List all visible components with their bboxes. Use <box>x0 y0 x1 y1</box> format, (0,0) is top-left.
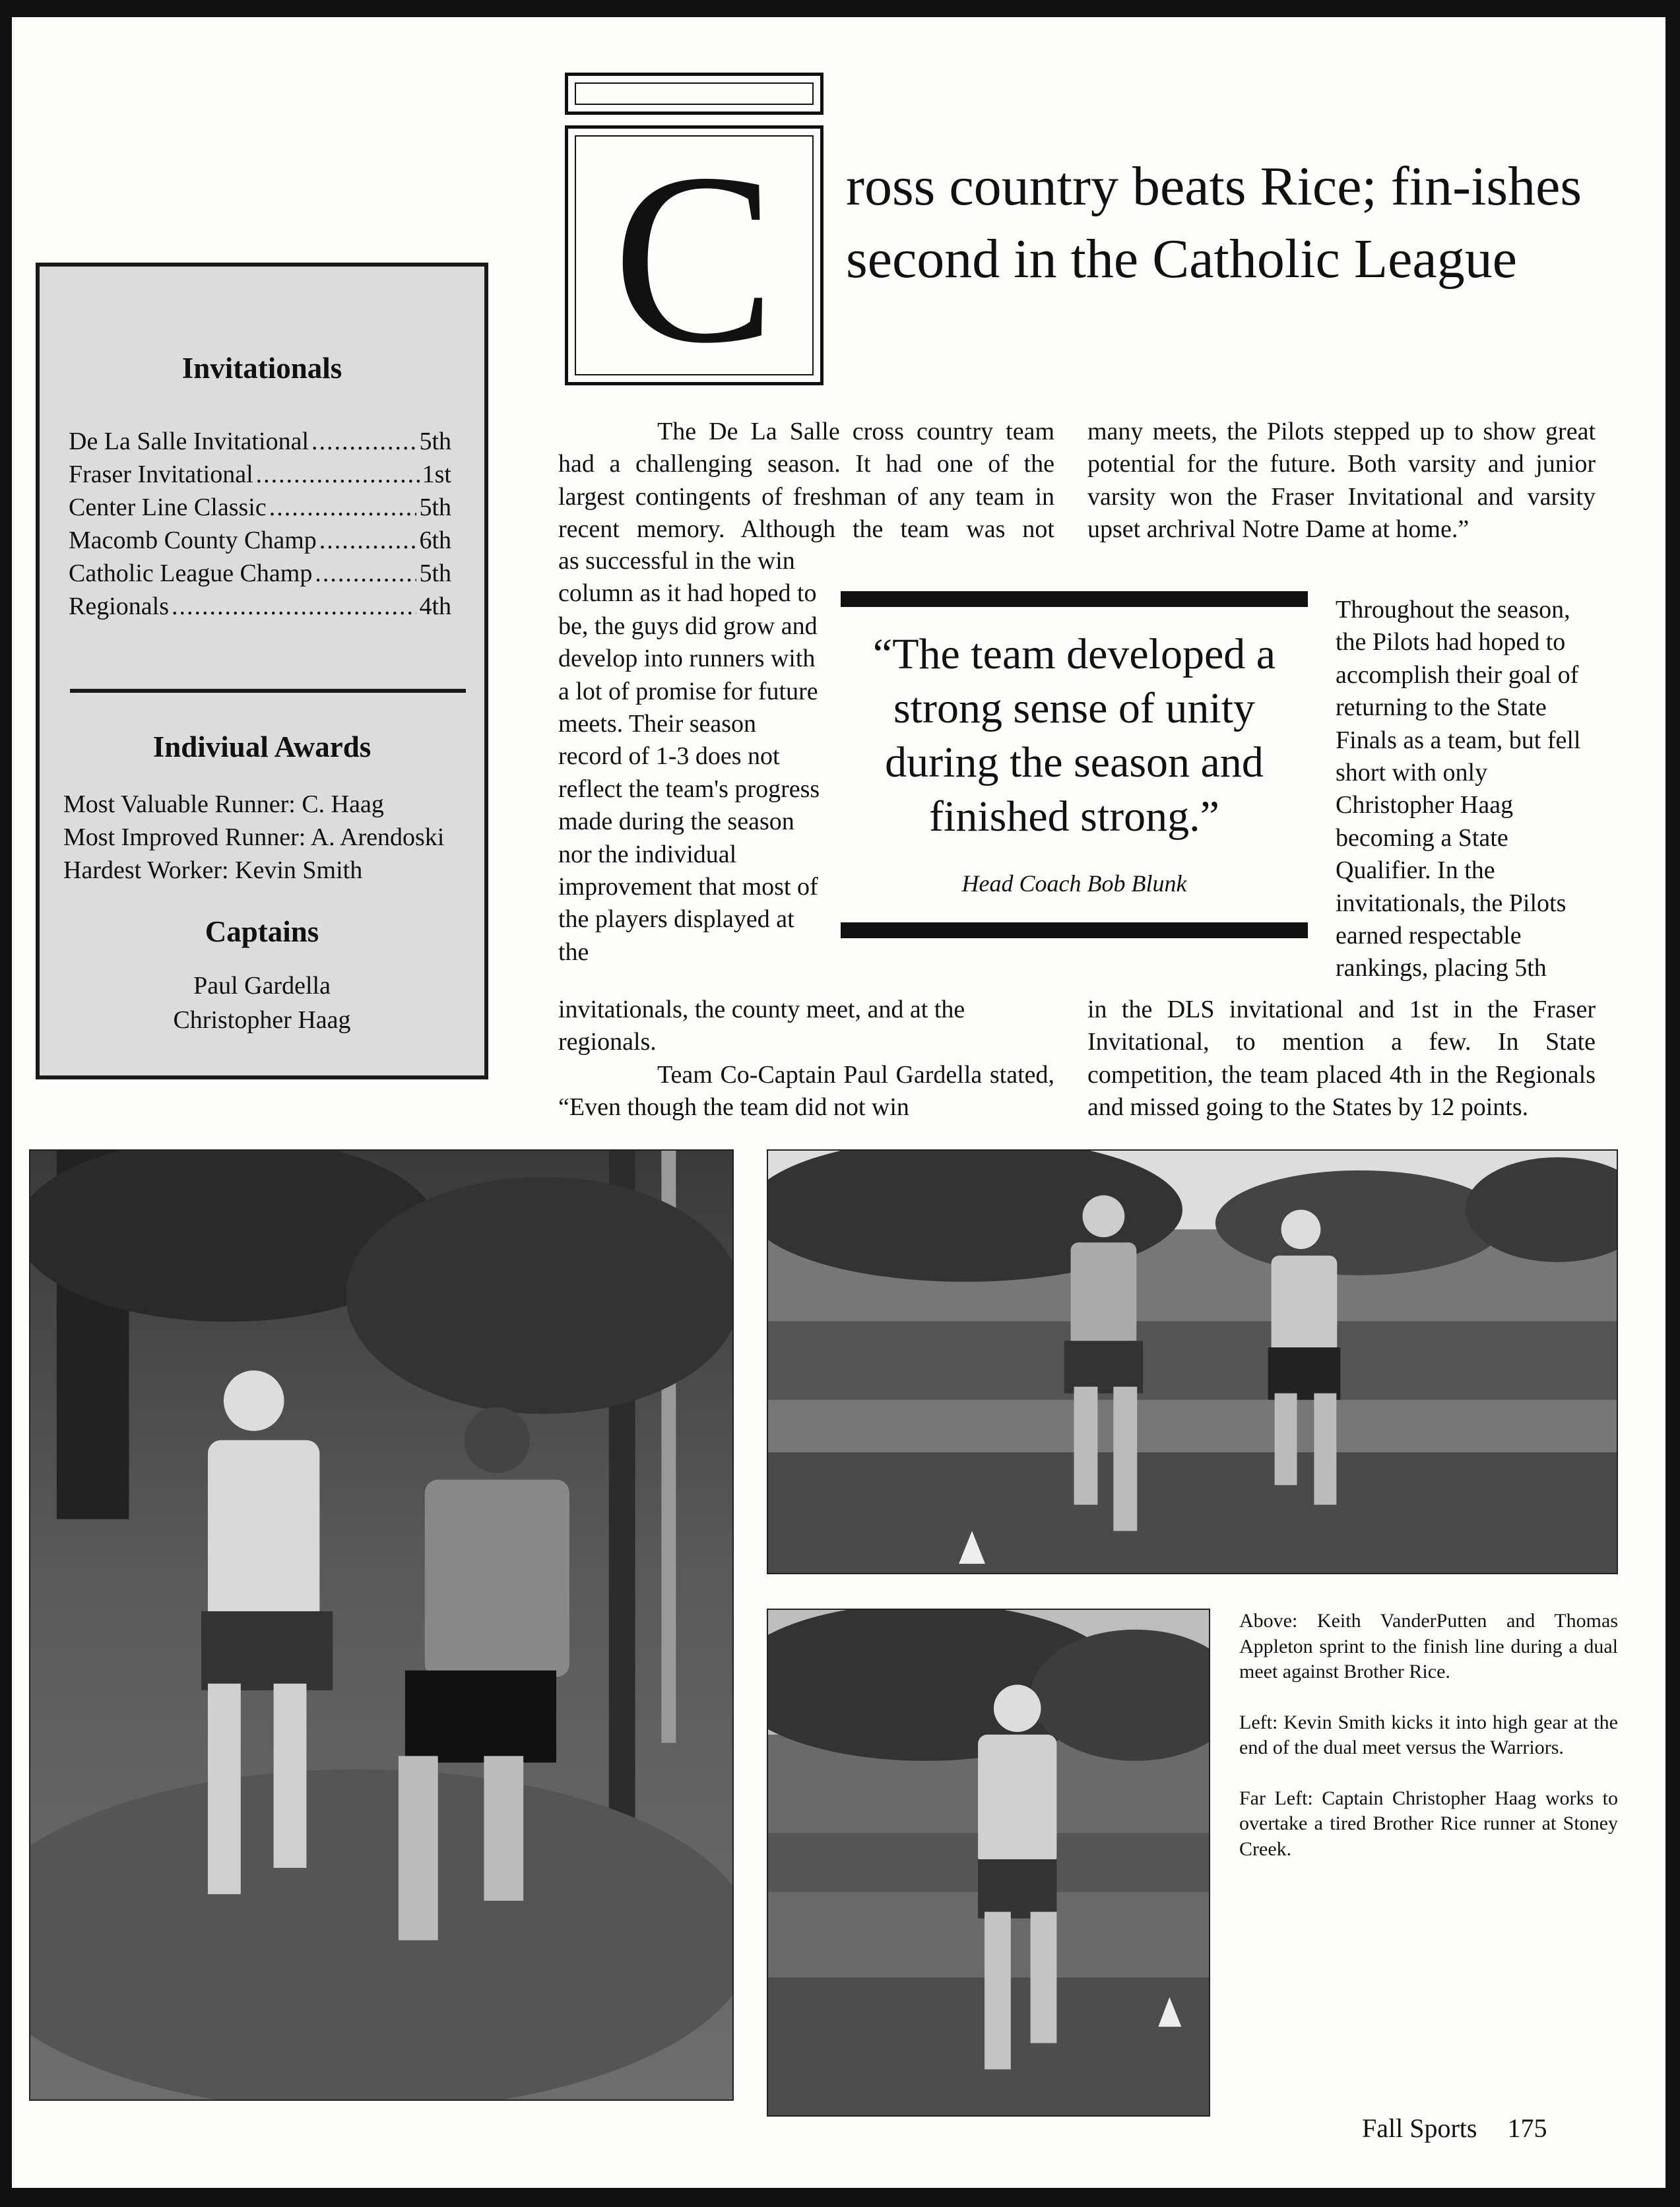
pull-quote-attribution: Head Coach Bob Blunk <box>961 870 1187 897</box>
photo-forest-runners <box>29 1149 734 2101</box>
section-name: Fall Sports <box>1362 2113 1477 2143</box>
article-col2-narrow: Throughout the season, the Pilots had hoped to accomplish their goal of returning to the State Finals as a team, but fell short with only Christopher Haag becoming a State Qualifier. In the invitationals, the Pilots earned respectable rankings, placing 5th <box>1336 596 1581 982</box>
pull-quote-top-bar <box>841 591 1308 607</box>
article-col1-bottom: invitationals, the county meet, and at the regionals. Team Co-Captain Paul Gardella stated, “Even though the team did not win <box>558 996 1054 1122</box>
result-row: De La Salle Invitational ..... 5th <box>69 425 451 458</box>
award-item: Most Valuable Runner: C. Haag <box>63 790 384 818</box>
award-item: Most Improved Runner: A. Arendoski <box>63 823 445 851</box>
photo-single-runner <box>767 1609 1210 2117</box>
caption-left: Left: Kevin Smith kicks it into high gear at the end of the dual meet versus the Warriors. <box>1239 1711 1618 1758</box>
awards-heading: Indiviual Awards <box>152 730 372 763</box>
page-number: 175 <box>1507 2113 1547 2143</box>
captain-name: Paul Gardella <box>193 972 331 1000</box>
results-list <box>69 425 451 623</box>
result-row: Macomb County Champ ..... 6th <box>69 524 451 557</box>
captain-name: Christopher Haag <box>173 1006 351 1034</box>
drop-cap-letter: C <box>612 123 776 394</box>
photo-captions <box>1239 1609 1618 1887</box>
caption-above: Above: Keith VanderPutten and Thomas Appleton sprint to the finish line during a dual meet against Brother Rice. <box>1239 1610 1618 1682</box>
awards-list <box>63 788 486 887</box>
caption-far-left: Far Left: Captain Christopher Haag works to overtake a tired Brother Rice runner at Stoney Creek. <box>1239 1787 1618 1860</box>
drop-cap-box <box>565 123 824 394</box>
result-row: Fraser Invitational ..... 1st <box>69 458 451 491</box>
yearbook-page <box>12 17 1665 2188</box>
drop-cap-bar <box>565 73 824 115</box>
article-col2-top: many meets, the Pilots stepped up to show great potential for the future. Both varsity and junior varsity won the Fraser Invitational and varsity upset archrival Notre Dame at home.” <box>1087 418 1596 544</box>
result-row: Catholic League Champ ..... 5th <box>69 557 451 590</box>
result-row: Center Line Classic ..... 5th <box>69 491 451 524</box>
captains-list <box>40 969 484 1037</box>
captains-heading: Captains <box>205 915 319 948</box>
pull-quote: “The team developed a strong sense of unity during the season and finished strong.” <box>872 630 1276 841</box>
sidebar-divider <box>70 689 466 693</box>
result-row: Regionals ..... 4th <box>69 590 451 623</box>
award-item: Hardest Worker: Kevin Smith <box>63 856 363 884</box>
article-col2-bottom: in the DLS invitational and 1st in the Fraser Invitational, to mention a few. In State competition, the team placed 4th in the Regionals and missed going to the States by 12 points. <box>1087 996 1596 1122</box>
photo-park-finish <box>767 1149 1618 1574</box>
invitationals-heading: Invitationals <box>181 352 342 385</box>
article-col1-top: The De La Salle cross country team had a challenging season. It had one of the largest contingents of freshman of any team in recent memory. Although the team was not <box>558 418 1054 544</box>
pull-quote-bottom-bar <box>841 922 1308 938</box>
article-col1-narrow: as successful in the win column as it had hoped to be, the guys did grow and develop into runners with a lot of promise for future meets. Their season record of 1-3 does not reflect the team's progress made during the season nor the individual improvement that most of the players displayed at the <box>558 547 820 966</box>
results-sidebar <box>36 263 488 1079</box>
page-footer <box>1362 2113 1547 2144</box>
headline: ross country beats Rice; fin-ishes second in the Catholic League <box>846 156 1582 290</box>
